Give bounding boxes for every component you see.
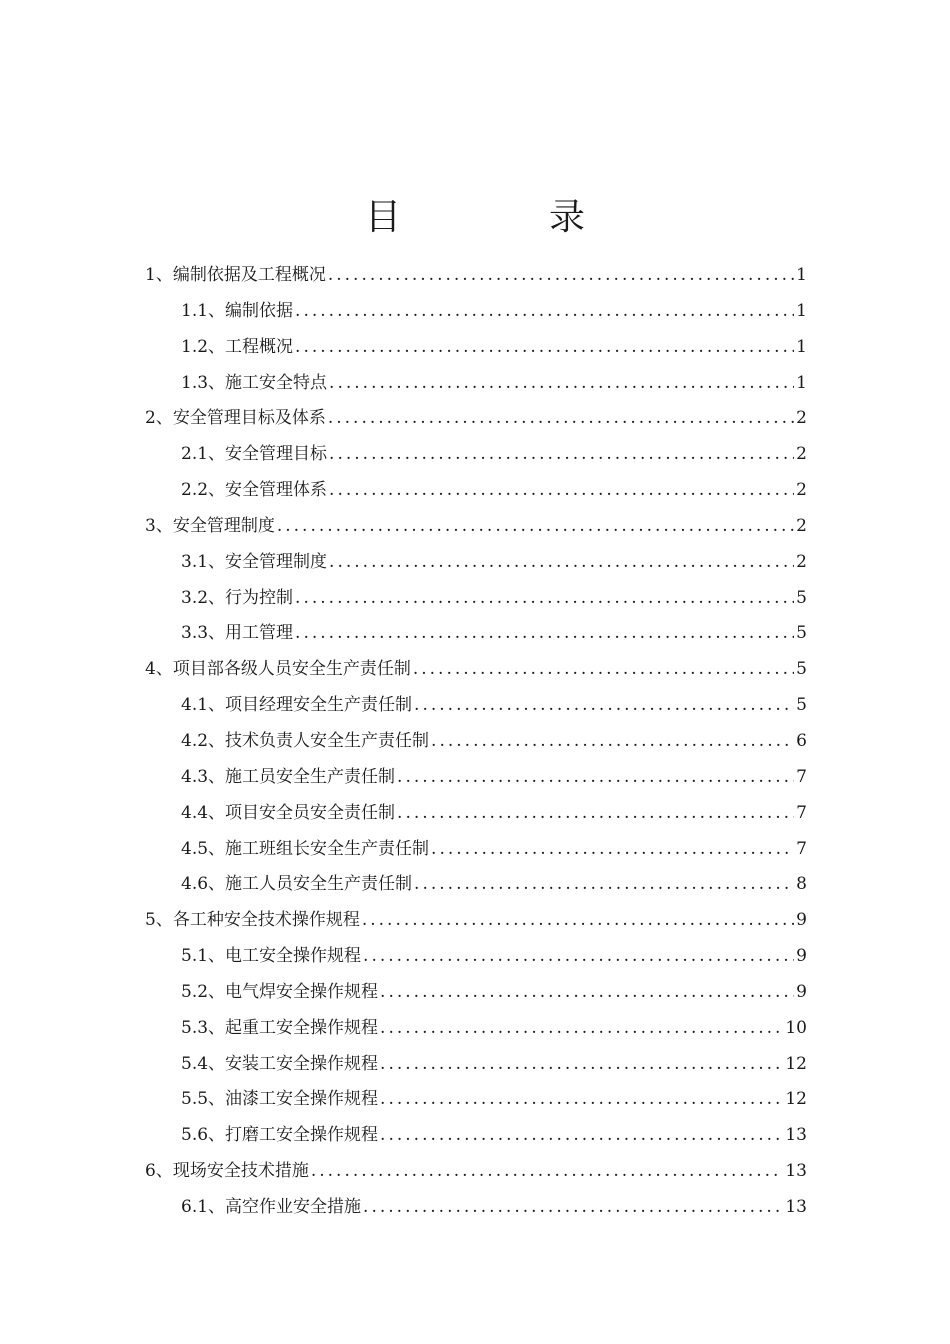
toc-entry-title: 1.3、施工安全特点 xyxy=(181,372,328,393)
toc-dot-leader xyxy=(295,330,794,366)
toc-dot-leader xyxy=(295,294,794,330)
toc-entry-page-number: 5 xyxy=(796,587,807,608)
toc-entry-title: 2.1、安全管理目标 xyxy=(181,444,328,465)
toc-entry-title: 2.2、安全管理体系 xyxy=(181,480,328,501)
toc-entry-page-number: 12 xyxy=(785,1089,807,1110)
toc-dot-leader xyxy=(328,401,794,437)
toc-entry-title: 5.3、起重工安全操作规程 xyxy=(181,1017,379,1038)
toc-entry-page-number: 1 xyxy=(796,336,807,357)
toc-entry-title: 6、现场安全技术措施 xyxy=(145,1161,309,1182)
toc-dot-leader xyxy=(363,939,794,975)
toc-dot-leader xyxy=(311,1154,784,1190)
toc-entry-page-number: 5 xyxy=(796,623,807,644)
toc-entry[interactable] xyxy=(145,258,807,294)
toc-entry-title: 5.5、油漆工安全操作规程 xyxy=(181,1089,379,1110)
toc-entry[interactable] xyxy=(145,867,807,903)
toc-dot-leader xyxy=(328,258,794,294)
toc-entry[interactable] xyxy=(145,724,807,760)
toc-entry-title: 4.3、施工员安全生产责任制 xyxy=(181,766,396,787)
toc-entry-title: 5.2、电气焊安全操作规程 xyxy=(181,981,379,1002)
toc-entry-page-number: 7 xyxy=(796,838,807,859)
toc-entry-page-number: 5 xyxy=(796,659,807,680)
toc-entry-title: 1、编制依据及工程概况 xyxy=(145,265,326,285)
toc-entry[interactable] xyxy=(145,1118,807,1154)
toc-entry-page-number: 13 xyxy=(785,1161,807,1182)
toc-entry-page-number: 2 xyxy=(796,515,807,536)
toc-entry[interactable] xyxy=(145,437,807,473)
toc-entry-page-number: 6 xyxy=(796,730,807,751)
toc-entry-title: 2、安全管理目标及体系 xyxy=(145,408,326,429)
toc-dot-leader xyxy=(380,1082,783,1118)
toc-entry-title: 1.1、编制依据 xyxy=(181,300,294,321)
toc-entry[interactable] xyxy=(145,688,807,724)
toc-entry-title: 3.2、行为控制 xyxy=(181,587,294,608)
toc-entry[interactable] xyxy=(145,366,807,402)
toc-entry[interactable] xyxy=(145,330,807,366)
toc-entry-title: 6.1、高空作业安全措施 xyxy=(181,1196,362,1217)
toc-entry[interactable] xyxy=(145,545,807,581)
toc-entry-page-number: 5 xyxy=(796,695,807,716)
toc-dot-leader xyxy=(380,1047,783,1083)
toc-entry[interactable] xyxy=(145,903,807,939)
table-of-contents xyxy=(145,258,807,1226)
toc-entry-title: 4、项目部各级人员安全生产责任制 xyxy=(145,659,411,680)
toc-entry-title: 3、安全管理制度 xyxy=(145,515,275,536)
toc-entry[interactable] xyxy=(145,1190,807,1226)
toc-entry-page-number: 2 xyxy=(796,408,807,429)
toc-dot-leader xyxy=(431,832,794,868)
toc-entry-title: 3.1、安全管理制度 xyxy=(181,551,328,572)
toc-dot-leader xyxy=(295,616,794,652)
toc-dot-leader xyxy=(431,724,794,760)
toc-title: 目 录 xyxy=(364,197,641,238)
toc-entry-title: 4.5、施工班组长安全生产责任制 xyxy=(181,838,430,859)
toc-entry[interactable] xyxy=(145,975,807,1011)
toc-entry-page-number: 1 xyxy=(796,300,807,321)
toc-entry-title: 5.6、打磨工安全操作规程 xyxy=(181,1125,379,1146)
toc-dot-leader xyxy=(414,688,794,724)
toc-entry[interactable] xyxy=(145,652,807,688)
toc-entry-title: 4.2、技术负责人安全生产责任制 xyxy=(181,730,430,751)
toc-entry-page-number: 7 xyxy=(796,766,807,787)
toc-entry-page-number: 7 xyxy=(796,802,807,823)
toc-dot-leader xyxy=(329,437,794,473)
toc-dot-leader xyxy=(380,975,794,1011)
toc-dot-leader xyxy=(363,1190,783,1226)
toc-entry[interactable] xyxy=(145,616,807,652)
toc-entry-title: 4.6、施工人员安全生产责任制 xyxy=(181,874,413,895)
toc-entry[interactable] xyxy=(145,760,807,796)
toc-entry-page-number: 2 xyxy=(796,551,807,572)
toc-entry[interactable] xyxy=(145,939,807,975)
toc-entry[interactable] xyxy=(145,1154,807,1190)
toc-entry[interactable] xyxy=(145,1011,807,1047)
toc-entry[interactable] xyxy=(145,1082,807,1118)
toc-entry-page-number: 13 xyxy=(785,1125,807,1146)
toc-dot-leader xyxy=(362,903,794,939)
toc-dot-leader xyxy=(380,1011,783,1047)
toc-dot-leader xyxy=(414,867,794,903)
toc-entry-title: 5.4、安装工安全操作规程 xyxy=(181,1053,379,1074)
toc-entry-page-number: 9 xyxy=(796,910,807,931)
toc-entry[interactable] xyxy=(145,294,807,330)
toc-entry-page-number: 1 xyxy=(796,265,807,285)
toc-entry-page-number: 2 xyxy=(796,444,807,465)
toc-entry[interactable] xyxy=(145,832,807,868)
toc-entry[interactable] xyxy=(145,473,807,509)
toc-entry-title: 4.1、项目经理安全生产责任制 xyxy=(181,695,413,716)
toc-entry-page-number: 9 xyxy=(796,946,807,967)
toc-dot-leader xyxy=(397,760,794,796)
toc-entry-title: 5、各工种安全技术操作规程 xyxy=(145,910,360,931)
toc-entry[interactable] xyxy=(145,401,807,437)
toc-entry-page-number: 13 xyxy=(785,1196,807,1217)
toc-entry-page-number: 2 xyxy=(796,480,807,501)
toc-entry-title: 1.2、工程概况 xyxy=(181,336,294,357)
toc-dot-leader xyxy=(329,473,794,509)
toc-entry[interactable] xyxy=(145,509,807,545)
toc-dot-leader xyxy=(295,581,794,617)
toc-entry-page-number: 1 xyxy=(796,372,807,393)
toc-dot-leader xyxy=(277,509,794,545)
toc-entry-title: 4.4、项目安全员安全责任制 xyxy=(181,802,396,823)
toc-entry-title: 5.1、电工安全操作规程 xyxy=(181,946,362,967)
toc-dot-leader xyxy=(397,796,794,832)
toc-entry[interactable] xyxy=(145,581,807,617)
toc-dot-leader xyxy=(329,366,794,402)
toc-entry[interactable] xyxy=(145,796,807,832)
toc-entry[interactable] xyxy=(145,1047,807,1083)
toc-entry-title: 3.3、用工管理 xyxy=(181,623,294,644)
toc-entry-page-number: 12 xyxy=(785,1053,807,1074)
toc-entry-page-number: 8 xyxy=(796,874,807,895)
toc-entry-page-number: 10 xyxy=(785,1017,807,1038)
toc-dot-leader xyxy=(380,1118,783,1154)
toc-dot-leader xyxy=(329,545,794,581)
toc-entry-page-number: 9 xyxy=(796,981,807,1002)
toc-dot-leader xyxy=(413,652,794,688)
